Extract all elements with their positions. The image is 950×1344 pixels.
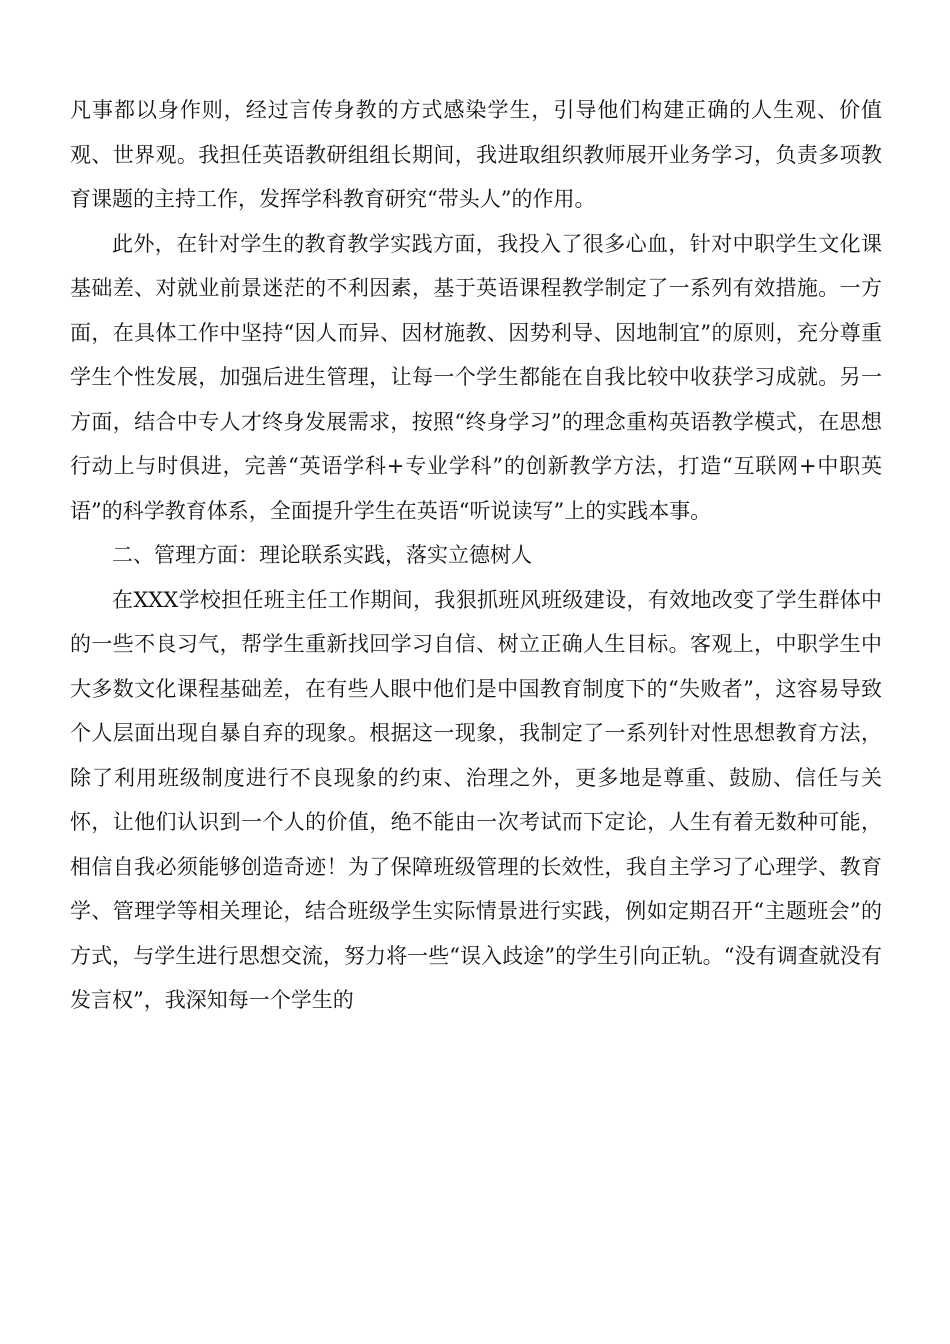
document-page	[70, 88, 882, 1023]
paragraph-teaching-practice: 此外，在针对学生的教育教学实践方面，我投入了很多心血，针对中职学生文化课基础差、对就业前景迷茫的不利因素，基于英语课程教学制定了一系列有效措施。一方面，在具体工作中坚持“因人而异、因材施教、因势利导、因地制宜”的原则，充分尊重学生个性发展，加强后进生管理，让每一个学生都能在自我比较中收获学习成就。另一方面，结合中专人才终身发展需求，按照“终身学习”的理念重构英语教学模式，在思想行动上与时俱进，完善“英语学科+专业学科”的创新教学方法，打造“互联网+中职英语”的科学教育体系，全面提升学生在英语“听说读写”上的实践本事。	[70, 231, 882, 523]
section-heading-management: 二、管理方面：理论联系实践，落实立德树人	[112, 543, 532, 567]
paragraph-continued: 凡事都以身作则，经过言传身教的方式感染学生，引导他们构建正确的人生观、价值观、世界观。我担任英语教研组组长期间，我进取组织教师展开业务学习，负责多项教育课题的主持工作，发挥学科教育研究“带头人”的作用。	[70, 98, 882, 211]
paragraph-class-management: 在XXX学校担任班主任工作期间，我狠抓班风班级建设，有效地改变了学生群体中的一些不良习气，帮学生重新找回学习自信、树立正确人生目标。客观上，中职学生中大多数文化课程基础差，在有些人眼中他们是中国教育制度下的“失败者”，这容易导致个人层面出现自暴自弃的现象。根据这一现象，我制定了一系列针对性思想教育方法，除了利用班级制度进行不良现象的约束、治理之外，更多地是尊重、鼓励、信任与关怀，让他们认识到一个人的价值，绝不能由一次考试而下定论，人生有着无数种可能，相信自我必须能够创造奇迹！为了保障班级管理的长效性，我自主学习了心理学、教育学、管理学等相关理论，结合班级学生实际情景进行实践，例如定期召开“主题班会”的方式，与学生进行思想交流，努力将一些“误入歧途”的学生引向正轨。“没有调查就没有发言权”，我深知每一个学生的	[70, 587, 882, 1012]
